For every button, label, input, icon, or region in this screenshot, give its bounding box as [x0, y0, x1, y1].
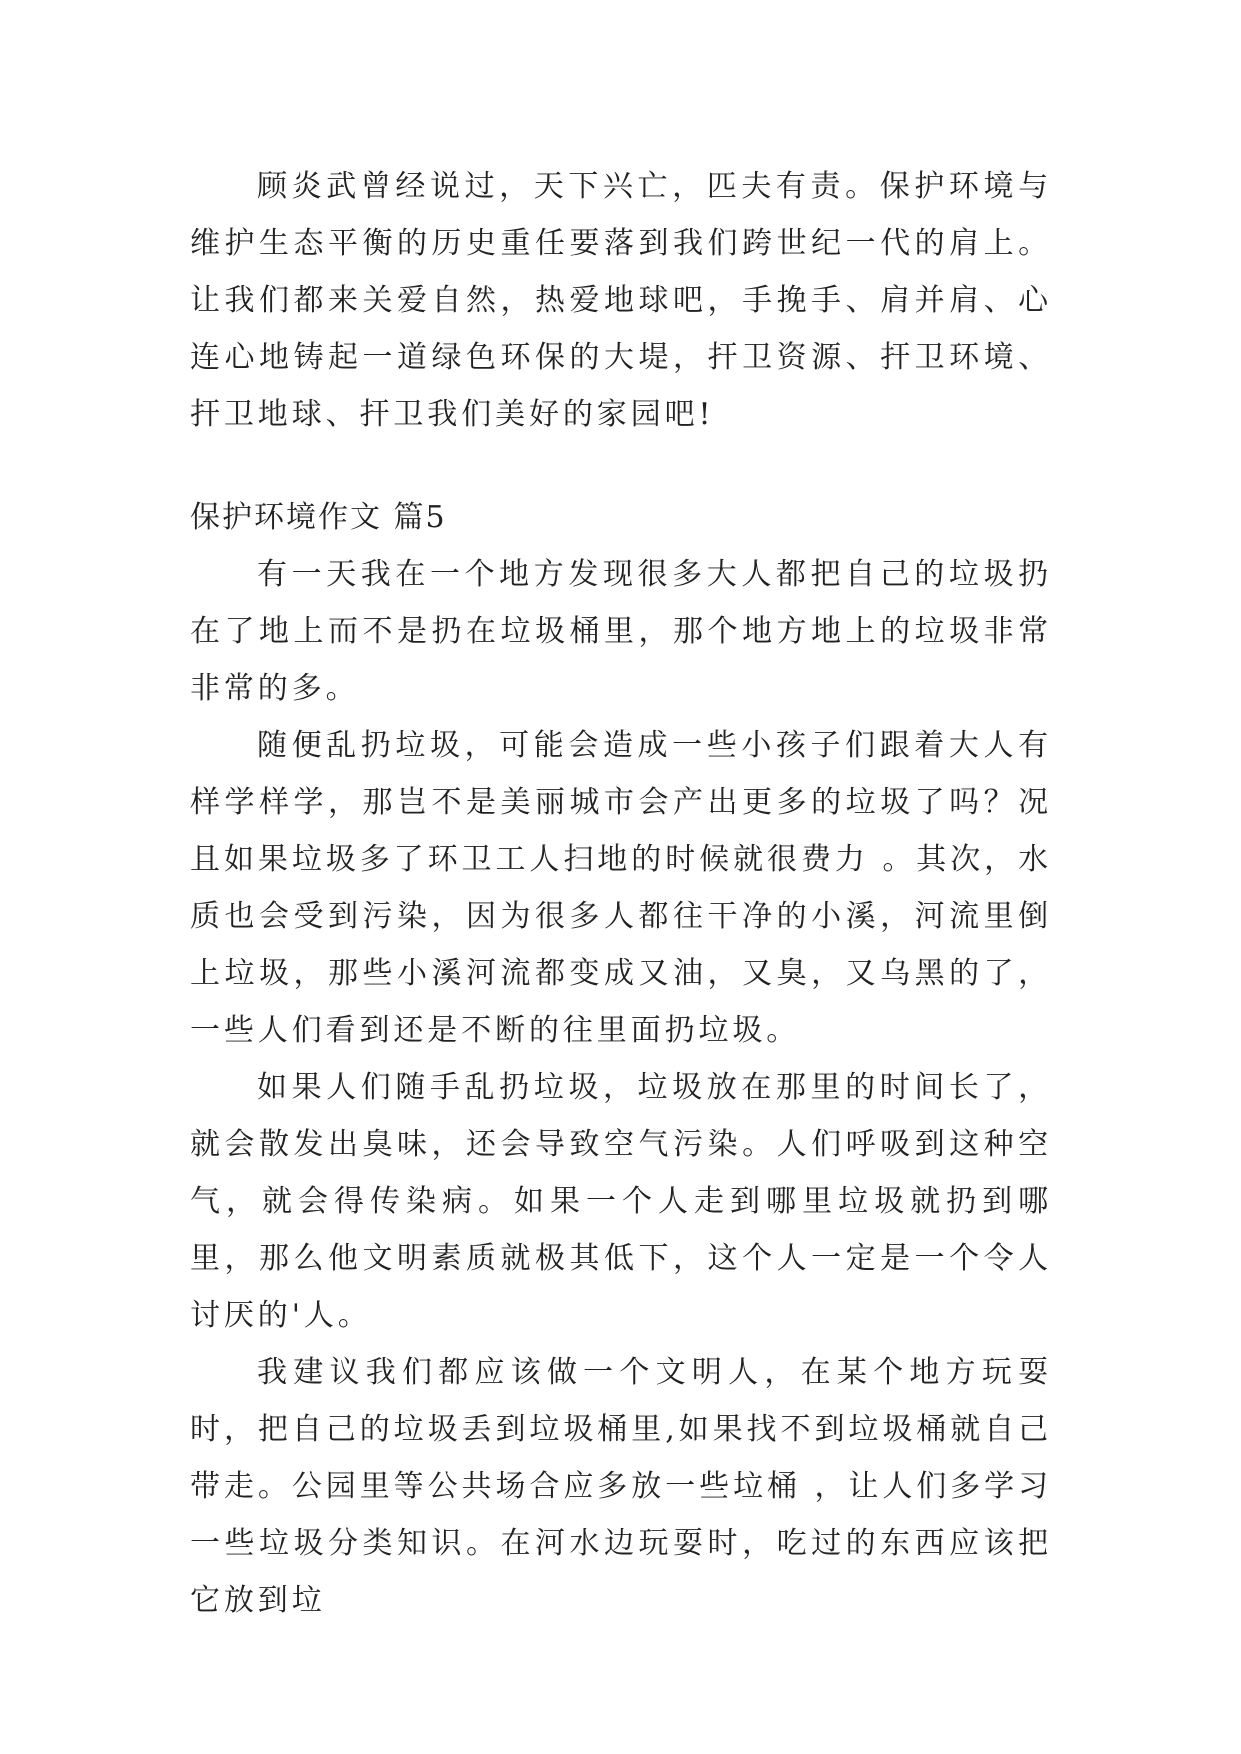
paragraph-1: 有一天我在一个地方发现很多大人都把自己的垃圾扔在了地上而不是扔在垃圾桶里，那个地方地上的垃圾非常非常的多。: [190, 557, 1052, 706]
paragraph-intro: 顾炎武曾经说过，天下兴亡，匹夫有责。保护环境与维护生态平衡的历史重任要落到我们跨世纪一代的肩上。让我们都来关爱自然，热爱地球吧，手挽手、肩并肩、心连心地铸起一道绿色环保的大堤，扞卫资源、扞卫环境、扞卫地球、扞卫我们美好的家园吧!: [190, 169, 1052, 432]
document-body: [190, 158, 1052, 1629]
paragraph-4: 我建议我们都应该做一个文明人，在某个地方玩耍时，把自己的垃圾丢到垃圾桶里,如果找不到垃圾桶就自己带走。公园里等公共场合应多放一些垃桶 ，让人们多学习一些垃圾分类知识。在河水边玩耍时，吃过的东西应该把它放到垃: [190, 1355, 1052, 1618]
paragraph-2: 随便乱扔垃圾，可能会造成一些小孩子们跟着大人有样学样学，那岂不是美丽城市会产出更多的垃圾了吗？况且如果垃圾多了环卫工人扫地的时候就很费力 。其次，水质也会受到污染，因为很多人都往干净的小溪，河流里倒上垃圾，那些小溪河流都变成又油，又臭，又乌黑的了，一些人们看到还是不断的往里面扔垃圾。: [190, 728, 1052, 1048]
paragraph-3: 如果人们随手乱扔垃圾，垃圾放在那里的时间长了，就会散发出臭味，还会导致空气污染。人们呼吸到这种空气，就会得传染病。如果一个人走到哪里垃圾就扔到哪里，那么他文明素质就极其低下，这个人一定是一个令人讨厌的'人。: [190, 1070, 1052, 1333]
section-heading: 保护环境作文 篇5: [190, 500, 447, 535]
